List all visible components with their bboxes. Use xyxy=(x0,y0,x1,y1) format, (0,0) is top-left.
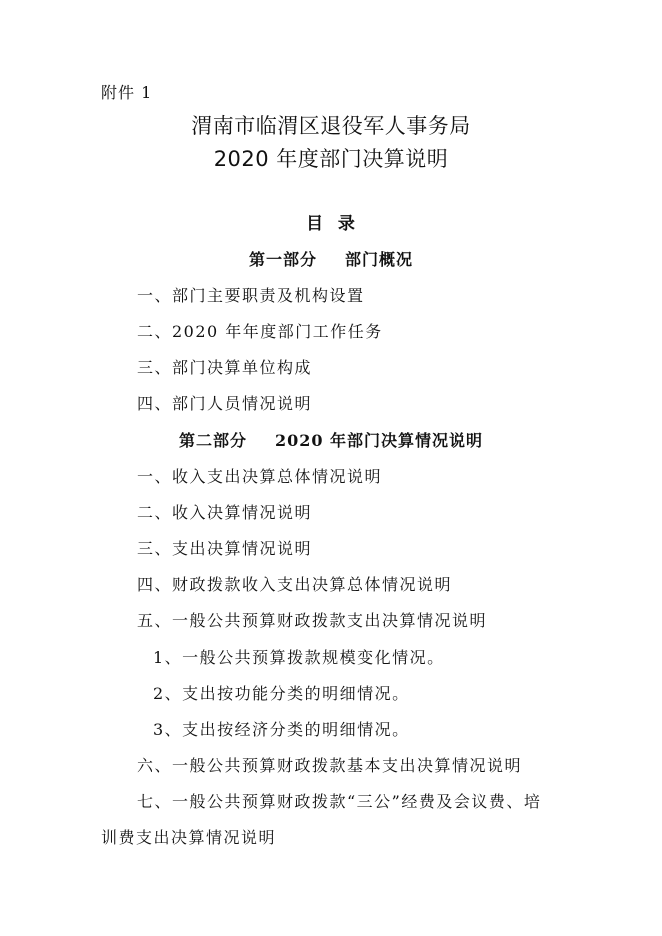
document-title-line1: 渭南市临渭区退役军人事务局 xyxy=(191,114,471,138)
toc-subitem: 2、支出按功能分类的明细情况。 xyxy=(153,684,410,703)
part2-name: 2020 年部门决算情况说明 xyxy=(274,431,484,450)
toc-item: 五、一般公共预算财政拨款支出决算情况说明 xyxy=(137,611,488,630)
toc-item: 二、2020 年年度部门工作任务 xyxy=(137,322,383,341)
toc-subitem: 1、一般公共预算拨款规模变化情况。 xyxy=(153,648,445,667)
toc-item: 三、支出决算情况说明 xyxy=(137,539,313,558)
toc-item: 一、收入支出决算总体情况说明 xyxy=(137,467,383,486)
toc-item-continuation: 训费支出决算情况说明 xyxy=(101,828,277,847)
toc-item: 七、一般公共预算财政拨款“三公”经费及会议费、培 xyxy=(137,792,542,811)
part2-heading xyxy=(0,428,662,451)
toc-item: 一、部门主要职责及机构设置 xyxy=(137,286,365,305)
toc-item: 二、收入决算情况说明 xyxy=(137,503,313,522)
toc-item: 四、财政拨款收入支出决算总体情况说明 xyxy=(137,575,453,594)
toc-heading xyxy=(0,209,662,234)
part1-heading xyxy=(0,247,662,270)
toc-item: 三、部门决算单位构成 xyxy=(137,358,313,377)
document-title-line2: 2020 年度部门决算说明 xyxy=(213,147,449,171)
toc-heading-text: 目 录 xyxy=(306,214,356,234)
part2-label: 第二部分 xyxy=(178,431,247,450)
part1-label: 第一部分 xyxy=(248,250,317,269)
toc-item: 六、一般公共预算财政拨款基本支出决算情况说明 xyxy=(137,756,523,775)
part1-name: 部门概况 xyxy=(345,250,414,269)
toc-subitem: 3、支出按经济分类的明细情况。 xyxy=(153,720,410,739)
attachment-label: 附件 1 xyxy=(101,83,153,102)
toc-item: 四、部门人员情况说明 xyxy=(137,394,313,413)
